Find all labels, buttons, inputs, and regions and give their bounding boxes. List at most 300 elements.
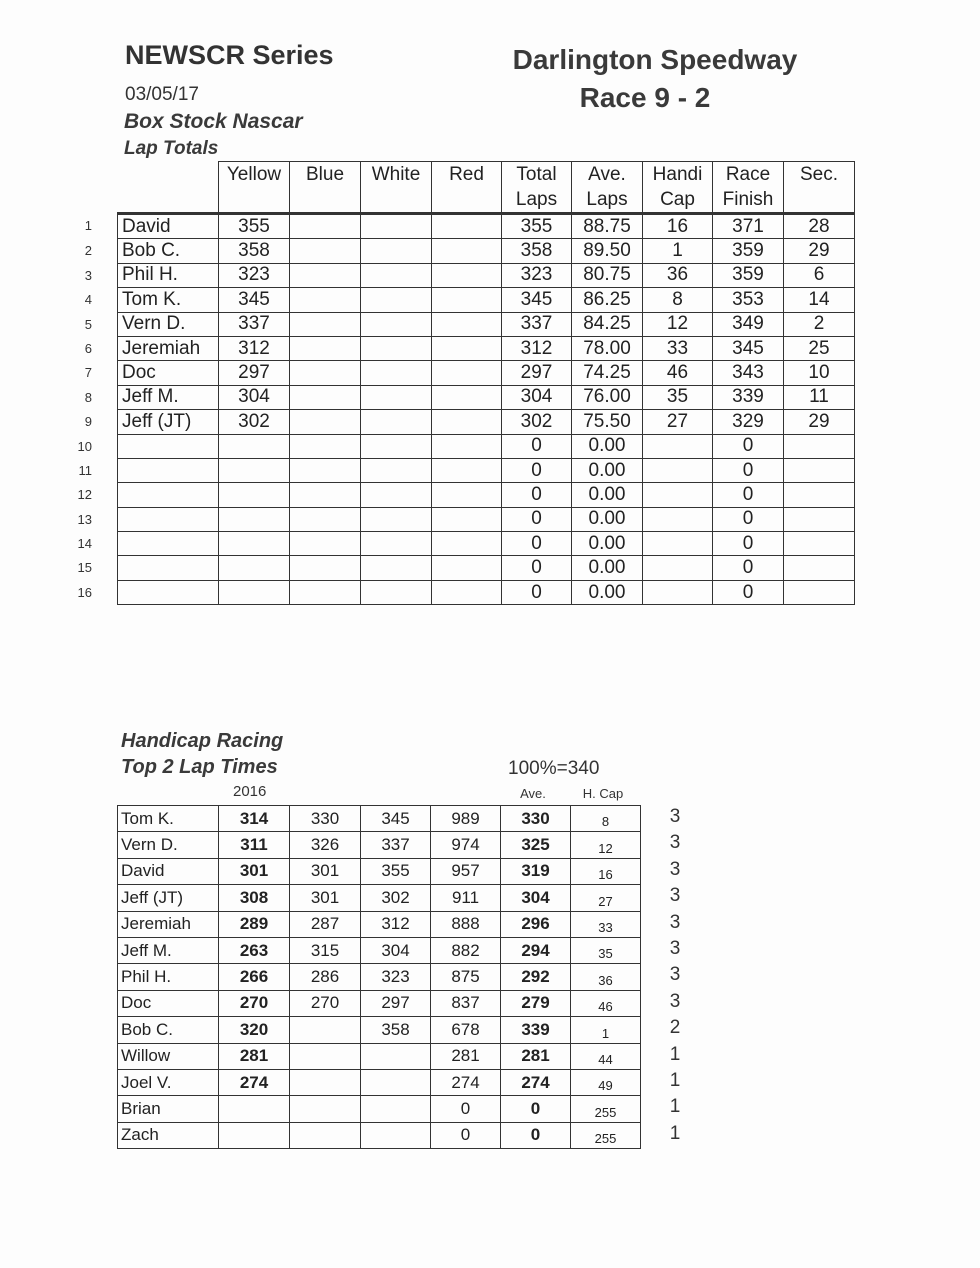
table-row bbox=[118, 483, 855, 507]
row-number: 8 bbox=[84, 390, 92, 405]
ave-cell: 0.00 bbox=[572, 580, 643, 604]
driver-name-cell: David bbox=[118, 858, 219, 884]
yellow-cell: 323 bbox=[219, 263, 290, 287]
c2-cell: 337 bbox=[361, 832, 431, 858]
ave-cell: 84.25 bbox=[572, 312, 643, 336]
sec-cell bbox=[784, 556, 855, 580]
white-cell bbox=[361, 288, 432, 312]
y2016-cell bbox=[219, 1096, 290, 1122]
ave-cell: 325 bbox=[501, 832, 571, 858]
driver-name-cell: Jeff M. bbox=[118, 385, 219, 409]
ave-cell: 75.50 bbox=[572, 410, 643, 434]
sum-cell: 0 bbox=[431, 1096, 501, 1122]
table-row bbox=[118, 1017, 641, 1043]
finish-cell: 0 bbox=[713, 580, 784, 604]
lap-table-body bbox=[118, 214, 855, 605]
blue-cell bbox=[290, 507, 361, 531]
sum-cell: 274 bbox=[431, 1069, 501, 1095]
white-cell bbox=[361, 361, 432, 385]
white-cell bbox=[361, 580, 432, 604]
ave-cell: 281 bbox=[501, 1043, 571, 1069]
sum-cell: 989 bbox=[431, 806, 501, 832]
red-cell bbox=[432, 434, 502, 458]
yellow-cell bbox=[219, 483, 290, 507]
total-cell: 0 bbox=[502, 556, 572, 580]
sec-cell: 10 bbox=[784, 361, 855, 385]
driver-name-cell: Bob C. bbox=[118, 1017, 219, 1043]
year-label: 2016 bbox=[233, 783, 267, 800]
driver-name-cell bbox=[118, 556, 219, 580]
race-count: 3 bbox=[669, 859, 681, 880]
driver-name-cell: Vern D. bbox=[118, 312, 219, 336]
hcap-column-label: H. Cap bbox=[582, 786, 624, 801]
ave-cell: 339 bbox=[501, 1017, 571, 1043]
y2016-cell: 270 bbox=[219, 990, 290, 1016]
race-count: 3 bbox=[669, 991, 681, 1012]
sec-cell: 14 bbox=[784, 288, 855, 312]
row-number: 9 bbox=[84, 414, 92, 429]
red-cell bbox=[432, 214, 502, 239]
table-row bbox=[118, 507, 855, 531]
c2-cell: 297 bbox=[361, 990, 431, 1016]
handicap-cell bbox=[643, 434, 713, 458]
yellow-cell bbox=[219, 556, 290, 580]
red-cell bbox=[432, 556, 502, 580]
driver-name-cell: Doc bbox=[118, 990, 219, 1016]
race-count: 3 bbox=[669, 938, 681, 959]
row-number: 3 bbox=[84, 268, 92, 283]
row-number: 16 bbox=[77, 585, 92, 600]
track-name: Darlington Speedway bbox=[512, 44, 798, 75]
column-header-line1: Handi bbox=[652, 164, 703, 185]
ave-cell: 88.75 bbox=[572, 214, 643, 239]
y2016-cell: 274 bbox=[219, 1069, 290, 1095]
yellow-cell: 297 bbox=[219, 361, 290, 385]
table-row bbox=[118, 239, 855, 263]
driver-name-cell: David bbox=[118, 214, 219, 239]
driver-name-cell: Doc bbox=[118, 361, 219, 385]
race-count: 3 bbox=[669, 964, 681, 985]
driver-name-cell: Bob C. bbox=[118, 239, 219, 263]
finish-cell: 353 bbox=[713, 288, 784, 312]
yellow-cell: 345 bbox=[219, 288, 290, 312]
ave-cell: 80.75 bbox=[572, 263, 643, 287]
hcap-cell: 35 bbox=[571, 937, 641, 963]
driver-name-cell: Jeremiah bbox=[118, 336, 219, 360]
handicap-cell: 8 bbox=[643, 288, 713, 312]
ave-cell: 89.50 bbox=[572, 239, 643, 263]
handicap-cell bbox=[643, 458, 713, 482]
table-row bbox=[118, 806, 641, 832]
race-number: Race 9 - 2 bbox=[579, 82, 711, 113]
sum-cell: 837 bbox=[431, 990, 501, 1016]
handicap-cell: 46 bbox=[643, 361, 713, 385]
blue-cell bbox=[290, 580, 361, 604]
c1-cell bbox=[290, 1122, 361, 1148]
driver-name-cell: Brian bbox=[118, 1096, 219, 1122]
sec-cell: 2 bbox=[784, 312, 855, 336]
sec-cell: 29 bbox=[784, 410, 855, 434]
hcap-cell: 44 bbox=[571, 1043, 641, 1069]
race-count: 1 bbox=[669, 1096, 681, 1117]
table-row bbox=[118, 858, 641, 884]
hcap-cell: 36 bbox=[571, 964, 641, 990]
hcap-cell: 16 bbox=[571, 858, 641, 884]
column-header bbox=[502, 162, 572, 214]
total-cell: 312 bbox=[502, 336, 572, 360]
row-number: 7 bbox=[84, 365, 92, 380]
handicap-subtitle: Top 2 Lap Times bbox=[121, 756, 278, 778]
ave-cell: 0.00 bbox=[572, 434, 643, 458]
c1-cell: 270 bbox=[290, 990, 361, 1016]
yellow-cell: 355 bbox=[219, 214, 290, 239]
total-cell: 304 bbox=[502, 385, 572, 409]
handicap-title: Handicap Racing bbox=[121, 730, 284, 752]
row-number: 10 bbox=[77, 439, 92, 454]
handicap-table-body bbox=[118, 806, 641, 1149]
red-cell bbox=[432, 410, 502, 434]
handicap-cell bbox=[643, 507, 713, 531]
header-blank-cell bbox=[118, 162, 219, 214]
column-header bbox=[643, 162, 713, 214]
c1-cell: 286 bbox=[290, 964, 361, 990]
white-cell bbox=[361, 507, 432, 531]
white-cell bbox=[361, 239, 432, 263]
blue-cell bbox=[290, 239, 361, 263]
handicap-cell: 27 bbox=[643, 410, 713, 434]
table-row bbox=[118, 385, 855, 409]
row-number: 6 bbox=[84, 341, 92, 356]
c1-cell bbox=[290, 1043, 361, 1069]
red-cell bbox=[432, 361, 502, 385]
total-cell: 0 bbox=[502, 580, 572, 604]
race-count: 3 bbox=[669, 832, 681, 853]
ave-cell: 304 bbox=[501, 885, 571, 911]
red-cell bbox=[432, 532, 502, 556]
row-number: 11 bbox=[78, 463, 92, 478]
blue-cell bbox=[290, 410, 361, 434]
ave-cell: 78.00 bbox=[572, 336, 643, 360]
sum-cell: 875 bbox=[431, 964, 501, 990]
total-cell: 0 bbox=[502, 507, 572, 531]
row-number: 2 bbox=[84, 243, 92, 258]
hcap-cell: 46 bbox=[571, 990, 641, 1016]
y2016-cell: 314 bbox=[219, 806, 290, 832]
c1-cell bbox=[290, 1069, 361, 1095]
row-number: 1 bbox=[84, 218, 92, 233]
handicap-cell: 1 bbox=[643, 239, 713, 263]
blue-cell bbox=[290, 532, 361, 556]
driver-name-cell: Tom K. bbox=[118, 288, 219, 312]
white-cell bbox=[361, 336, 432, 360]
row-number: 12 bbox=[77, 487, 92, 502]
hcap-cell: 49 bbox=[571, 1069, 641, 1095]
yellow-cell: 304 bbox=[219, 385, 290, 409]
race-count: 3 bbox=[669, 912, 681, 933]
driver-name-cell: Phil H. bbox=[118, 964, 219, 990]
column-header-line1: Yellow bbox=[226, 164, 282, 185]
ave-cell: 0 bbox=[501, 1122, 571, 1148]
row-number: 15 bbox=[77, 560, 92, 575]
sum-cell: 957 bbox=[431, 858, 501, 884]
total-cell: 302 bbox=[502, 410, 572, 434]
sec-cell: 25 bbox=[784, 336, 855, 360]
race-date: 03/05/17 bbox=[125, 84, 199, 105]
column-header-line2: Cap bbox=[660, 189, 695, 210]
table-row bbox=[118, 1096, 641, 1122]
ave-cell: 0.00 bbox=[572, 556, 643, 580]
red-cell bbox=[432, 580, 502, 604]
y2016-cell: 289 bbox=[219, 911, 290, 937]
driver-name-cell: Jeremiah bbox=[118, 911, 219, 937]
c2-cell: 302 bbox=[361, 885, 431, 911]
y2016-cell: 281 bbox=[219, 1043, 290, 1069]
column-header bbox=[361, 162, 432, 214]
c2-cell: 345 bbox=[361, 806, 431, 832]
white-cell bbox=[361, 483, 432, 507]
finish-cell: 359 bbox=[713, 263, 784, 287]
c1-cell: 326 bbox=[290, 832, 361, 858]
column-header-line1: Total bbox=[516, 164, 557, 185]
total-cell: 337 bbox=[502, 312, 572, 336]
column-header bbox=[219, 162, 290, 214]
total-cell: 0 bbox=[502, 458, 572, 482]
column-header-line1: Red bbox=[449, 164, 484, 185]
red-cell bbox=[432, 336, 502, 360]
handicap-cell: 12 bbox=[643, 312, 713, 336]
y2016-cell: 263 bbox=[219, 937, 290, 963]
white-cell bbox=[361, 263, 432, 287]
lap-totals-table bbox=[117, 161, 855, 605]
c2-cell: 355 bbox=[361, 858, 431, 884]
blue-cell bbox=[290, 458, 361, 482]
driver-name-cell: Willow bbox=[118, 1043, 219, 1069]
y2016-cell: 308 bbox=[219, 885, 290, 911]
yellow-cell bbox=[219, 532, 290, 556]
red-cell bbox=[432, 263, 502, 287]
row-number: 14 bbox=[77, 536, 92, 551]
table-row bbox=[118, 214, 855, 239]
handicap-table bbox=[117, 805, 641, 1149]
race-count: 2 bbox=[669, 1017, 681, 1038]
handicap-percent-label: 100%=340 bbox=[508, 758, 600, 779]
row-number: 4 bbox=[84, 292, 92, 307]
column-header-line1: Race bbox=[725, 164, 771, 185]
c2-cell bbox=[361, 1096, 431, 1122]
table-row bbox=[118, 832, 641, 858]
ave-cell: 330 bbox=[501, 806, 571, 832]
sum-cell: 911 bbox=[431, 885, 501, 911]
white-cell bbox=[361, 532, 432, 556]
ave-cell: 76.00 bbox=[572, 385, 643, 409]
column-header-line2: Finish bbox=[722, 189, 774, 210]
ave-cell: 274 bbox=[501, 1069, 571, 1095]
table-row bbox=[118, 911, 641, 937]
blue-cell bbox=[290, 385, 361, 409]
red-cell bbox=[432, 483, 502, 507]
blue-cell bbox=[290, 483, 361, 507]
race-count: 3 bbox=[669, 806, 681, 827]
white-cell bbox=[361, 556, 432, 580]
y2016-cell bbox=[219, 1122, 290, 1148]
sum-cell: 0 bbox=[431, 1122, 501, 1148]
c1-cell: 301 bbox=[290, 858, 361, 884]
total-cell: 0 bbox=[502, 483, 572, 507]
race-count: 3 bbox=[669, 885, 681, 906]
series-title: NEWSCR Series bbox=[125, 40, 334, 70]
driver-name-cell bbox=[118, 483, 219, 507]
lap-table-header bbox=[118, 162, 855, 214]
driver-name-cell bbox=[118, 507, 219, 531]
hcap-cell: 12 bbox=[571, 832, 641, 858]
table-row bbox=[118, 410, 855, 434]
finish-cell: 329 bbox=[713, 410, 784, 434]
c2-cell bbox=[361, 1122, 431, 1148]
finish-cell: 0 bbox=[713, 483, 784, 507]
sec-cell: 6 bbox=[784, 263, 855, 287]
white-cell bbox=[361, 312, 432, 336]
finish-cell: 0 bbox=[713, 458, 784, 482]
table-row bbox=[118, 1069, 641, 1095]
yellow-cell bbox=[219, 434, 290, 458]
ave-cell: 0.00 bbox=[572, 483, 643, 507]
column-header bbox=[290, 162, 361, 214]
hcap-cell: 27 bbox=[571, 885, 641, 911]
finish-cell: 349 bbox=[713, 312, 784, 336]
column-header-line1: Sec. bbox=[799, 164, 839, 185]
finish-cell: 0 bbox=[713, 556, 784, 580]
sec-cell: 11 bbox=[784, 385, 855, 409]
yellow-cell: 302 bbox=[219, 410, 290, 434]
table-row bbox=[118, 458, 855, 482]
total-cell: 297 bbox=[502, 361, 572, 385]
ave-cell: 0.00 bbox=[572, 532, 643, 556]
driver-name-cell: Tom K. bbox=[118, 806, 219, 832]
red-cell bbox=[432, 312, 502, 336]
driver-name-cell: Joel V. bbox=[118, 1069, 219, 1095]
blue-cell bbox=[290, 336, 361, 360]
column-header-line2: Laps bbox=[515, 189, 558, 210]
table-row bbox=[118, 361, 855, 385]
sec-cell: 29 bbox=[784, 239, 855, 263]
handicap-cell bbox=[643, 556, 713, 580]
y2016-cell: 301 bbox=[219, 858, 290, 884]
finish-cell: 0 bbox=[713, 532, 784, 556]
ave-cell: 294 bbox=[501, 937, 571, 963]
sum-cell: 882 bbox=[431, 937, 501, 963]
ave-cell: 296 bbox=[501, 911, 571, 937]
table-row bbox=[118, 1043, 641, 1069]
sum-cell: 888 bbox=[431, 911, 501, 937]
ave-cell: 0.00 bbox=[572, 458, 643, 482]
sec-cell bbox=[784, 507, 855, 531]
ave-cell: 0 bbox=[501, 1096, 571, 1122]
finish-cell: 0 bbox=[713, 434, 784, 458]
finish-cell: 343 bbox=[713, 361, 784, 385]
total-cell: 355 bbox=[502, 214, 572, 239]
c1-cell: 315 bbox=[290, 937, 361, 963]
driver-name-cell bbox=[118, 580, 219, 604]
hcap-cell: 255 bbox=[571, 1096, 641, 1122]
hcap-cell: 33 bbox=[571, 911, 641, 937]
driver-name-cell: Zach bbox=[118, 1122, 219, 1148]
driver-name-cell bbox=[118, 434, 219, 458]
finish-cell: 371 bbox=[713, 214, 784, 239]
c2-cell bbox=[361, 1069, 431, 1095]
handicap-cell: 36 bbox=[643, 263, 713, 287]
yellow-cell bbox=[219, 458, 290, 482]
table-row bbox=[118, 556, 855, 580]
handicap-cell: 33 bbox=[643, 336, 713, 360]
row-number: 5 bbox=[84, 317, 92, 332]
white-cell bbox=[361, 458, 432, 482]
white-cell bbox=[361, 434, 432, 458]
table-row bbox=[118, 580, 855, 604]
column-header bbox=[713, 162, 784, 214]
c2-cell: 312 bbox=[361, 911, 431, 937]
ave-cell: 279 bbox=[501, 990, 571, 1016]
red-cell bbox=[432, 288, 502, 312]
table-row bbox=[118, 336, 855, 360]
handicap-cell: 16 bbox=[643, 214, 713, 239]
red-cell bbox=[432, 385, 502, 409]
total-cell: 323 bbox=[502, 263, 572, 287]
race-count: 1 bbox=[669, 1070, 681, 1091]
c2-cell: 358 bbox=[361, 1017, 431, 1043]
column-header-line2: Laps bbox=[586, 189, 628, 210]
red-cell bbox=[432, 458, 502, 482]
table-row bbox=[118, 288, 855, 312]
blue-cell bbox=[290, 312, 361, 336]
blue-cell bbox=[290, 556, 361, 580]
race-count: 1 bbox=[669, 1123, 681, 1144]
ave-cell: 74.25 bbox=[572, 361, 643, 385]
table-row bbox=[118, 263, 855, 287]
column-header bbox=[572, 162, 643, 214]
driver-name-cell bbox=[118, 532, 219, 556]
c1-cell: 301 bbox=[290, 885, 361, 911]
handicap-cell bbox=[643, 580, 713, 604]
ave-cell: 319 bbox=[501, 858, 571, 884]
ave-cell: 86.25 bbox=[572, 288, 643, 312]
column-header bbox=[784, 162, 855, 214]
blue-cell bbox=[290, 288, 361, 312]
lap-totals-label: Lap Totals bbox=[124, 138, 219, 159]
driver-name-cell: Jeff M. bbox=[118, 937, 219, 963]
driver-name-cell: Phil H. bbox=[118, 263, 219, 287]
white-cell bbox=[361, 410, 432, 434]
sec-cell bbox=[784, 532, 855, 556]
race-count: 1 bbox=[669, 1044, 681, 1065]
table-row bbox=[118, 937, 641, 963]
hcap-cell: 255 bbox=[571, 1122, 641, 1148]
sec-cell bbox=[784, 580, 855, 604]
blue-cell bbox=[290, 214, 361, 239]
sec-cell: 28 bbox=[784, 214, 855, 239]
c1-cell: 287 bbox=[290, 911, 361, 937]
yellow-cell: 312 bbox=[219, 336, 290, 360]
driver-name-cell: Jeff (JT) bbox=[118, 410, 219, 434]
table-row bbox=[118, 964, 641, 990]
row-number: 13 bbox=[77, 512, 92, 527]
sec-cell bbox=[784, 458, 855, 482]
handicap-cell: 35 bbox=[643, 385, 713, 409]
handicap-cell bbox=[643, 483, 713, 507]
table-row bbox=[118, 434, 855, 458]
c1-cell bbox=[290, 1017, 361, 1043]
driver-name-cell: Vern D. bbox=[118, 832, 219, 858]
yellow-cell: 358 bbox=[219, 239, 290, 263]
